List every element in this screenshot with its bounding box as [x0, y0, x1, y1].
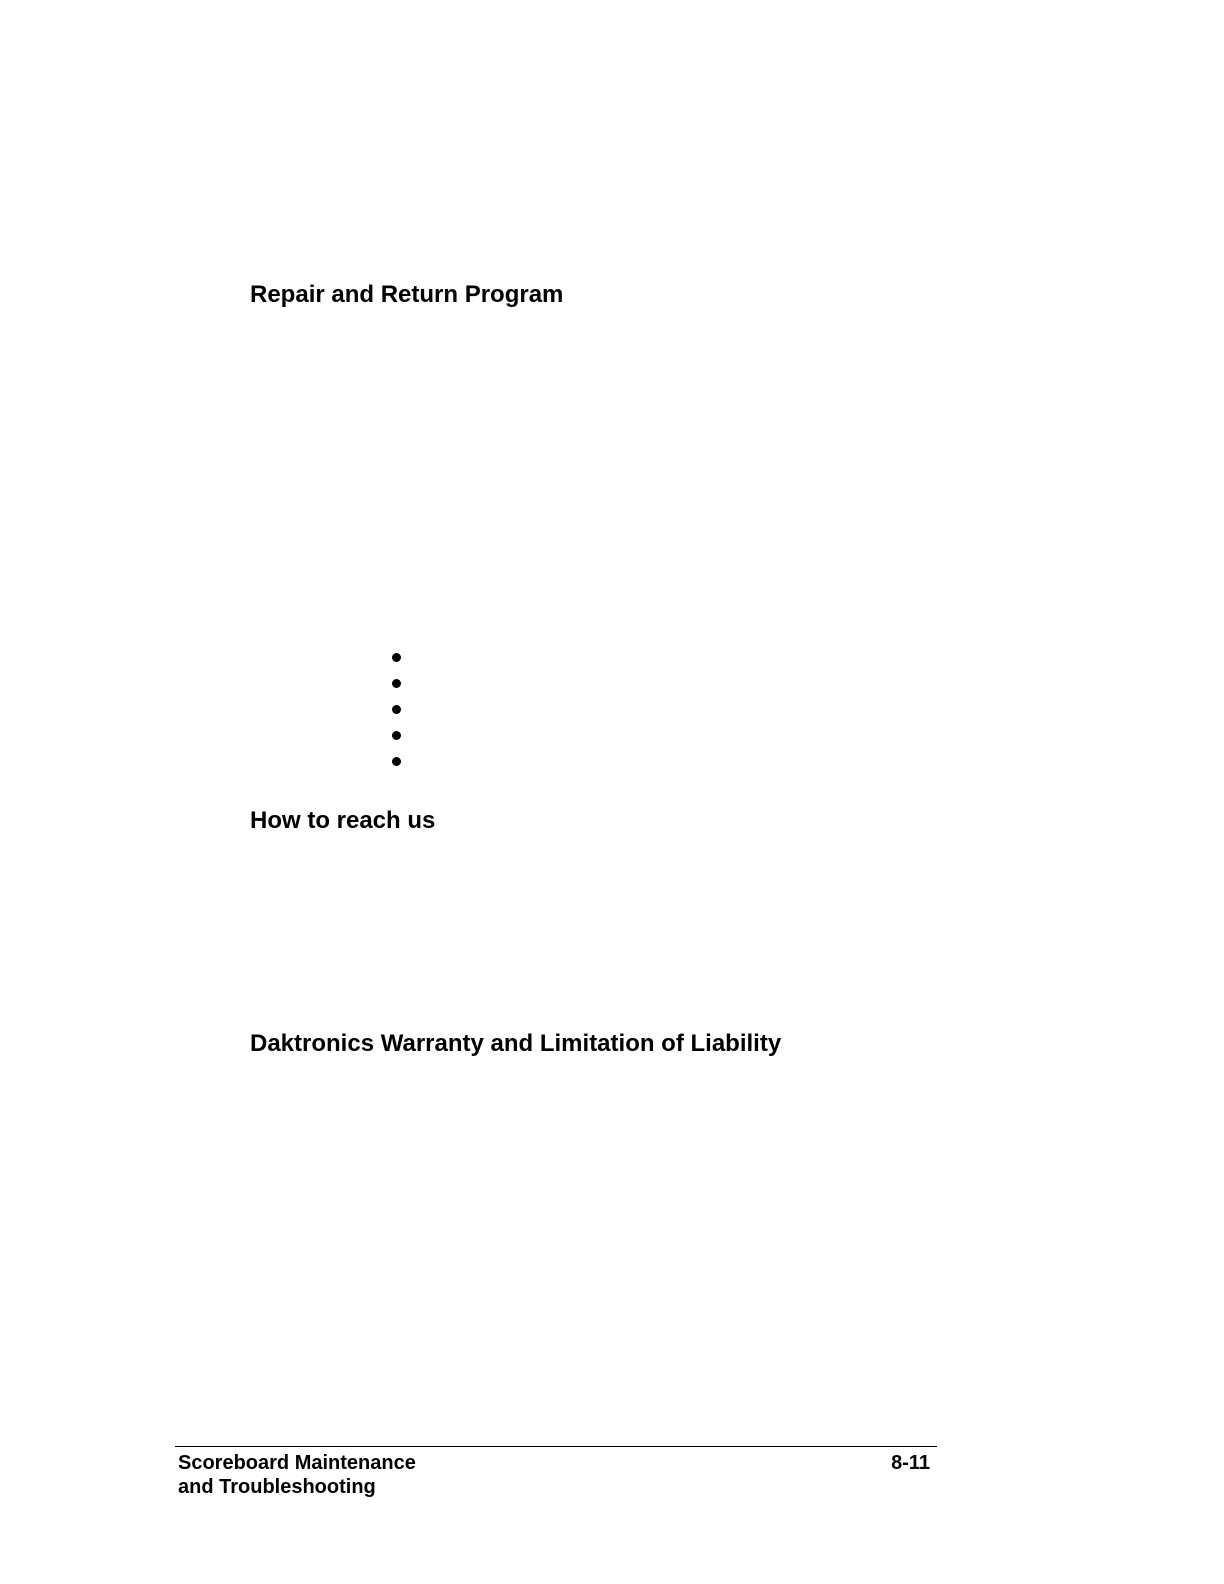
- bullet-list: [390, 648, 410, 778]
- bullet-icon: [392, 679, 401, 688]
- page-number: 8-11: [891, 1452, 930, 1474]
- bullet-icon: [392, 757, 401, 766]
- section-heading-warranty: Daktronics Warranty and Limitation of Liability: [250, 1030, 782, 1057]
- bullet-icon: [392, 731, 401, 740]
- footer-divider: [175, 1446, 937, 1447]
- section-heading-repair-return: Repair and Return Program: [250, 281, 564, 308]
- section-heading-how-to-reach-us: How to reach us: [250, 807, 436, 834]
- footer-title: [178, 1451, 416, 1499]
- bullet-icon: [392, 653, 401, 662]
- footer-title-line-2: and Troubleshooting: [178, 1476, 376, 1498]
- bullet-icon: [392, 705, 401, 714]
- footer-title-line-1: Scoreboard Maintenance: [178, 1452, 416, 1474]
